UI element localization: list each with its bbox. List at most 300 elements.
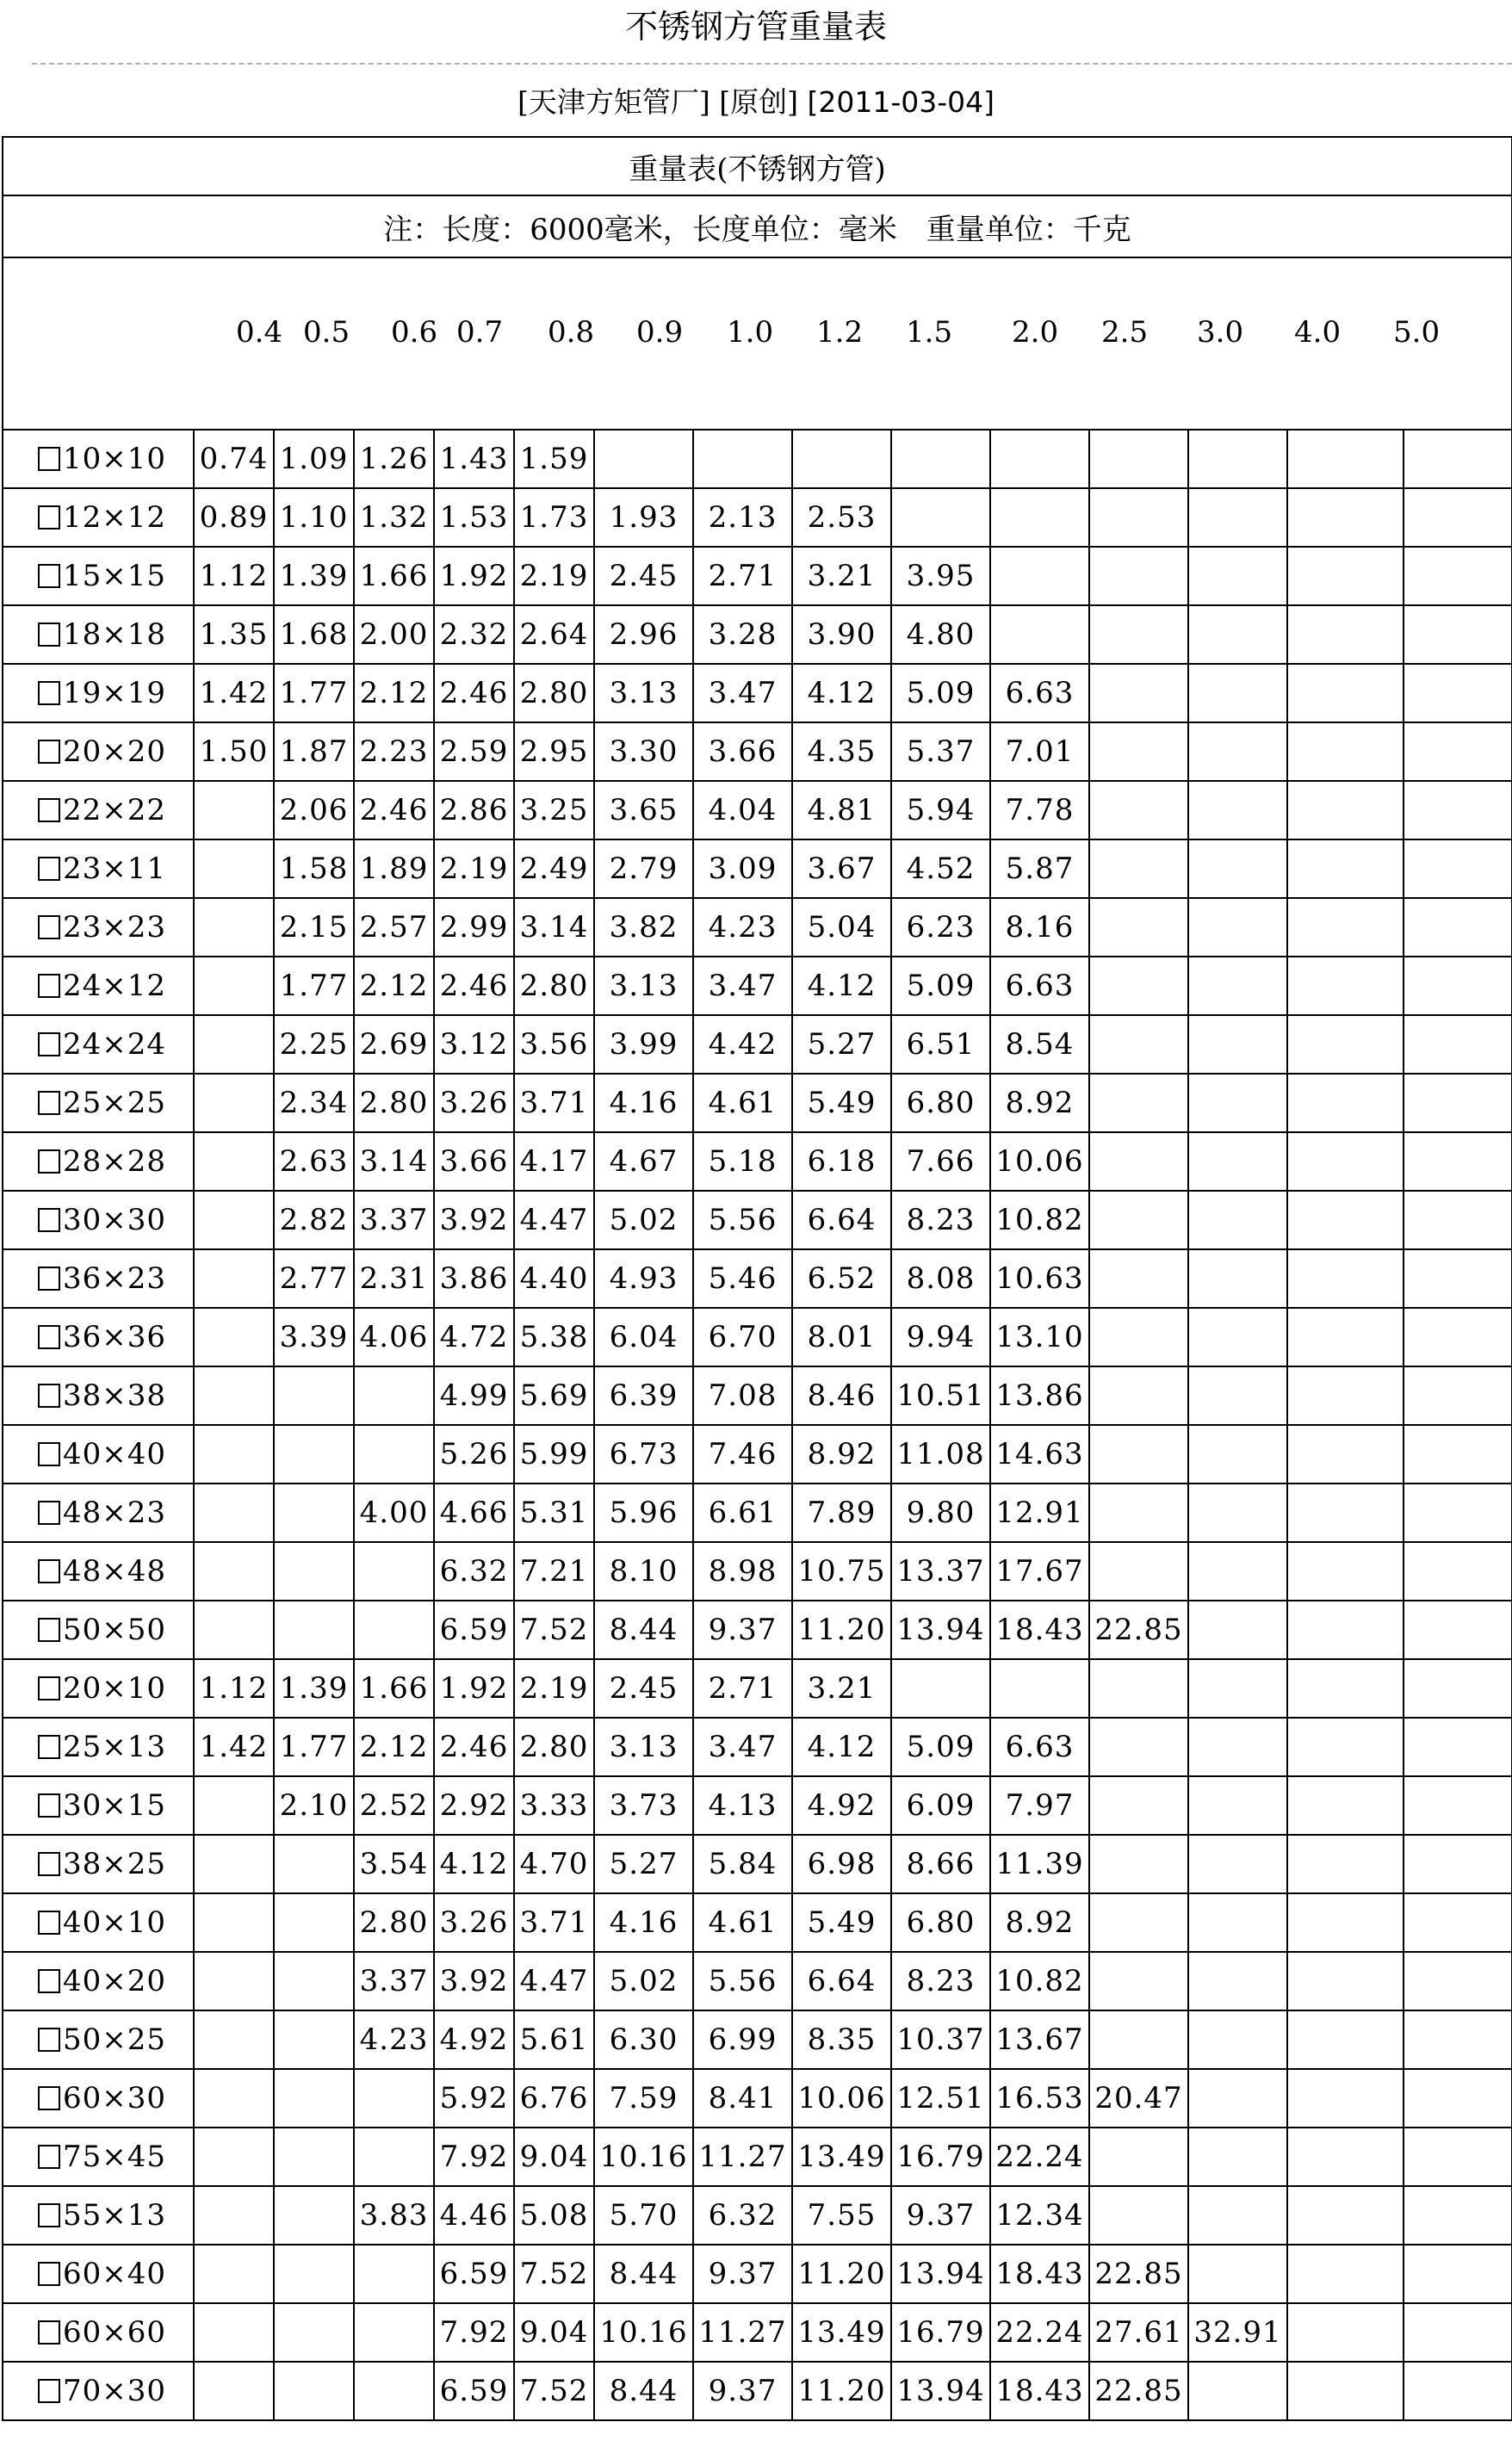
weight-cell: 10.75	[792, 1542, 891, 1601]
weight-cell	[1404, 1249, 1512, 1308]
square-tube-icon	[38, 2262, 60, 2286]
weight-cell: 1.66	[354, 547, 434, 605]
weight-cell	[1188, 1132, 1287, 1191]
weight-cell	[194, 1191, 274, 1249]
weight-cell: 6.59	[434, 2362, 514, 2420]
weight-cell: 9.04	[514, 2128, 594, 2186]
page-title: 不锈钢方管重量表	[624, 8, 887, 46]
weight-cell	[1404, 1718, 1512, 1776]
weight-cell	[792, 430, 891, 488]
weight-cell	[1089, 957, 1188, 1015]
weight-cell: 5.70	[594, 2186, 693, 2245]
weight-cell: 2.19	[514, 1659, 594, 1718]
table-row	[3, 1659, 1512, 1718]
table-row	[3, 1132, 1512, 1191]
square-tube-icon	[38, 1969, 60, 1993]
square-tube-icon	[38, 1267, 60, 1291]
weight-cell	[194, 898, 274, 957]
table-row	[3, 2128, 1512, 2186]
size-label: 18×18	[63, 617, 167, 652]
weight-cell: 17.67	[990, 1542, 1089, 1601]
weight-cell: 4.13	[693, 1776, 792, 1835]
weight-cell	[274, 2069, 354, 2128]
weight-cell	[1089, 547, 1188, 605]
weight-cell	[1188, 605, 1287, 664]
weight-cell: 3.14	[354, 1132, 434, 1191]
weight-cell: 8.44	[594, 2362, 693, 2420]
weight-cell	[194, 1835, 274, 1893]
weight-cell	[354, 2128, 434, 2186]
weight-cell: 8.16	[990, 898, 1089, 957]
weight-cell	[1188, 1952, 1287, 2010]
weight-cell: 4.35	[792, 722, 891, 781]
weight-cell	[1188, 2245, 1287, 2303]
weight-cell	[1404, 898, 1512, 957]
weight-cell: 5.49	[792, 1893, 891, 1952]
weight-cell: 13.94	[891, 2362, 990, 2420]
size-label: 50×25	[63, 2022, 167, 2057]
weight-cell	[274, 2010, 354, 2069]
weight-cell: 2.77	[274, 1249, 354, 1308]
weight-cell	[1188, 722, 1287, 781]
weight-cell: 3.13	[594, 957, 693, 1015]
weight-cell	[1089, 1191, 1188, 1249]
weight-cell	[1287, 1776, 1404, 1835]
weight-cell	[1188, 1659, 1287, 1718]
weight-cell: 5.27	[792, 1015, 891, 1074]
weight-cell: 7.52	[514, 1601, 594, 1659]
square-tube-icon	[38, 2028, 60, 2052]
weight-cell	[1188, 1308, 1287, 1366]
weight-cell: 3.92	[434, 1952, 514, 2010]
weight-cell: 9.37	[693, 1601, 792, 1659]
thickness-label: 1.0	[727, 315, 774, 350]
weight-cell: 5.84	[693, 1835, 792, 1893]
weight-cell: 3.39	[274, 1308, 354, 1366]
weight-cell: 3.95	[891, 547, 990, 605]
weight-cell	[194, 1015, 274, 1074]
weight-cell	[1404, 1835, 1512, 1893]
weight-cell: 1.92	[434, 547, 514, 605]
weight-cell: 2.46	[434, 957, 514, 1015]
weight-cell	[1287, 2245, 1404, 2303]
weight-cell	[1188, 1191, 1287, 1249]
weight-cell	[1287, 1366, 1404, 1425]
weight-cell: 8.35	[792, 2010, 891, 2069]
weight-cell: 1.42	[194, 664, 274, 722]
weight-cell: 4.72	[434, 1308, 514, 1366]
weight-cell: 5.87	[990, 839, 1089, 898]
weight-cell: 2.52	[354, 1776, 434, 1835]
weight-cell: 6.23	[891, 898, 990, 957]
weight-cell: 7.46	[693, 1425, 792, 1484]
weight-cell: 4.47	[514, 1191, 594, 1249]
weight-cell	[1404, 2362, 1512, 2420]
square-tube-icon	[38, 857, 60, 881]
weight-cell	[990, 1659, 1089, 1718]
weight-cell	[194, 1308, 274, 1366]
weight-cell: 2.80	[514, 957, 594, 1015]
weight-cell: 18.43	[990, 2362, 1089, 2420]
square-tube-icon	[38, 1501, 60, 1525]
weight-cell: 1.39	[274, 1659, 354, 1718]
size-cell	[3, 1718, 194, 1776]
weight-cell: 4.16	[594, 1074, 693, 1132]
weight-cell: 2.45	[594, 547, 693, 605]
size-cell	[3, 781, 194, 839]
weight-cell: 8.23	[891, 1191, 990, 1249]
thickness-label: 1.5	[906, 315, 953, 350]
thickness-label: 5.0	[1393, 315, 1441, 350]
table-row	[3, 781, 1512, 839]
square-tube-icon	[38, 740, 60, 764]
size-label: 36×36	[63, 1320, 167, 1354]
weight-cell: 2.82	[274, 1191, 354, 1249]
table-row	[3, 1249, 1512, 1308]
weight-cell: 1.35	[194, 605, 274, 664]
weight-cell: 6.73	[594, 1425, 693, 1484]
square-tube-icon	[38, 1852, 60, 1876]
weight-cell: 6.99	[693, 2010, 792, 2069]
size-label: 38×38	[63, 1378, 167, 1413]
weight-cell: 5.38	[514, 1308, 594, 1366]
size-label: 20×20	[63, 734, 167, 769]
weight-cell	[274, 1952, 354, 2010]
weight-cell: 2.53	[792, 488, 891, 547]
weight-cell: 4.61	[693, 1074, 792, 1132]
weight-cell: 9.37	[693, 2245, 792, 2303]
weight-cell: 5.02	[594, 1191, 693, 1249]
weight-cell	[354, 2362, 434, 2420]
article-meta	[0, 81, 1512, 124]
weight-cell: 5.02	[594, 1952, 693, 2010]
size-label: 30×30	[63, 1203, 167, 1237]
weight-cell: 2.80	[514, 1718, 594, 1776]
weight-cell	[274, 2362, 354, 2420]
weight-cell: 3.56	[514, 1015, 594, 1074]
weight-cell: 2.46	[434, 664, 514, 722]
weight-cell	[1089, 1659, 1188, 1718]
weight-cell	[1089, 722, 1188, 781]
weight-cell	[1089, 2010, 1188, 2069]
weight-cell	[1404, 1191, 1512, 1249]
weight-cell	[1404, 957, 1512, 1015]
weight-cell: 5.37	[891, 722, 990, 781]
weight-cell: 3.37	[354, 1952, 434, 2010]
weight-cell: 3.73	[594, 1776, 693, 1835]
size-cell	[3, 547, 194, 605]
size-label: 48×23	[63, 1496, 167, 1530]
thickness-label: 2.0	[1012, 315, 1059, 350]
size-cell	[3, 2245, 194, 2303]
weight-cell: 13.49	[792, 2128, 891, 2186]
weight-cell: 4.61	[693, 1893, 792, 1952]
weight-cell	[1404, 1132, 1512, 1191]
weight-cell: 2.95	[514, 722, 594, 781]
weight-cell: 1.73	[514, 488, 594, 547]
weight-cell: 4.46	[434, 2186, 514, 2245]
size-cell	[3, 1191, 194, 1249]
weight-cell	[274, 2186, 354, 2245]
table-row	[3, 547, 1512, 605]
weight-cell: 5.92	[434, 2069, 514, 2128]
weight-cell	[1287, 605, 1404, 664]
weight-cell: 8.44	[594, 1601, 693, 1659]
weight-cell: 13.86	[990, 1366, 1089, 1425]
table-row	[3, 2010, 1512, 2069]
weight-cell: 4.93	[594, 1249, 693, 1308]
weight-cell	[1287, 781, 1404, 839]
weight-cell	[194, 839, 274, 898]
weight-cell	[194, 1484, 274, 1542]
size-cell	[3, 1484, 194, 1542]
weight-cell	[1404, 1893, 1512, 1952]
weight-cell: 11.20	[792, 1601, 891, 1659]
weight-cell: 2.45	[594, 1659, 693, 1718]
weight-cell	[194, 1542, 274, 1601]
weight-cell: 2.71	[693, 1659, 792, 1718]
weight-cell	[1404, 1776, 1512, 1835]
weight-cell: 13.94	[891, 2245, 990, 2303]
weight-cell: 2.25	[274, 1015, 354, 1074]
weight-cell	[1404, 722, 1512, 781]
weight-cell	[1404, 2128, 1512, 2186]
weight-cell: 4.81	[792, 781, 891, 839]
weight-cell: 22.24	[990, 2303, 1089, 2362]
weight-cell	[194, 1366, 274, 1425]
weight-cell: 22.85	[1089, 1601, 1188, 1659]
weight-cell: 10.51	[891, 1366, 990, 1425]
weight-cell: 1.12	[194, 547, 274, 605]
weight-cell	[1287, 1542, 1404, 1601]
weight-cell	[1404, 2069, 1512, 2128]
weight-cell: 12.34	[990, 2186, 1089, 2245]
weight-cell: 1.53	[434, 488, 514, 547]
weight-cell	[1188, 1542, 1287, 1601]
weight-cell: 3.92	[434, 1191, 514, 1249]
weight-cell: 8.92	[990, 1893, 1089, 1952]
weight-cell: 2.69	[354, 1015, 434, 1074]
weight-cell: 7.55	[792, 2186, 891, 2245]
weight-cell: 7.08	[693, 1366, 792, 1425]
weight-cell: 6.63	[990, 664, 1089, 722]
weight-cell	[354, 2245, 434, 2303]
square-tube-icon	[38, 1208, 60, 1232]
size-label: 12×12	[63, 500, 167, 535]
weight-cell	[274, 1835, 354, 1893]
weight-cell: 12.91	[990, 1484, 1089, 1542]
weight-cell	[1404, 664, 1512, 722]
weight-cell: 1.77	[274, 957, 354, 1015]
weight-cell: 4.52	[891, 839, 990, 898]
weight-cell: 2.99	[434, 898, 514, 957]
table-row	[3, 1601, 1512, 1659]
thickness-label: 0.4	[236, 315, 283, 350]
size-label: 10×10	[63, 442, 167, 476]
weight-cell	[1404, 1425, 1512, 1484]
weight-cell	[1404, 1015, 1512, 1074]
size-label: 23×11	[63, 852, 167, 886]
square-tube-icon	[38, 1091, 60, 1115]
weight-cell: 1.32	[354, 488, 434, 547]
weight-cell: 3.90	[792, 605, 891, 664]
weight-cell: 16.79	[891, 2128, 990, 2186]
weight-cell: 2.32	[434, 605, 514, 664]
size-label: 40×10	[63, 1905, 167, 1940]
weight-cell	[1188, 957, 1287, 1015]
weight-cell: 6.32	[434, 1542, 514, 1601]
weight-cell	[1089, 1366, 1188, 1425]
weight-cell	[354, 1425, 434, 1484]
size-cell	[3, 2069, 194, 2128]
weight-cell: 5.94	[891, 781, 990, 839]
weight-cell: 11.20	[792, 2245, 891, 2303]
weight-cell: 4.12	[434, 1835, 514, 1893]
weight-cell	[1188, 1601, 1287, 1659]
size-label: 25×13	[63, 1730, 167, 1764]
weight-cell	[1188, 2362, 1287, 2420]
weight-cell: 6.64	[792, 1191, 891, 1249]
size-label: 30×15	[63, 1788, 167, 1823]
table-row	[3, 1015, 1512, 1074]
weight-cell	[1188, 2010, 1287, 2069]
table-row	[3, 1074, 1512, 1132]
size-label: 19×19	[63, 676, 167, 710]
thickness-label: 0.8	[548, 315, 595, 350]
weight-cell	[1188, 2186, 1287, 2245]
weight-cell: 13.67	[990, 2010, 1089, 2069]
weight-cell: 7.52	[514, 2362, 594, 2420]
weight-cell: 3.28	[693, 605, 792, 664]
weight-cell: 2.12	[354, 1718, 434, 1776]
weight-cell	[1287, 2303, 1404, 2362]
weight-cell: 1.50	[194, 722, 274, 781]
weight-cell: 2.46	[434, 1718, 514, 1776]
weight-cell: 6.30	[594, 2010, 693, 2069]
weight-cell: 1.93	[594, 488, 693, 547]
weight-cell	[194, 781, 274, 839]
size-label: 24×12	[63, 969, 167, 1003]
weight-cell	[990, 430, 1089, 488]
weight-cell: 8.54	[990, 1015, 1089, 1074]
weight-cell: 10.37	[891, 2010, 990, 2069]
weight-cell: 1.89	[354, 839, 434, 898]
weight-cell	[1089, 1835, 1188, 1893]
source-link[interactable]: [天津方矩管厂]	[517, 85, 710, 119]
weight-cell: 10.16	[594, 2128, 693, 2186]
weight-cell: 12.51	[891, 2069, 990, 2128]
weight-cell: 3.09	[693, 839, 792, 898]
weight-cell: 20.47	[1089, 2069, 1188, 2128]
weight-cell: 6.98	[792, 1835, 891, 1893]
weight-cell: 6.64	[792, 1952, 891, 2010]
weight-cell	[1287, 1249, 1404, 1308]
weight-cell	[1287, 1601, 1404, 1659]
weight-cell	[274, 1601, 354, 1659]
weight-cell: 4.00	[354, 1484, 434, 1542]
weight-cell: 9.94	[891, 1308, 990, 1366]
weight-cell	[1188, 488, 1287, 547]
weight-cell: 5.27	[594, 1835, 693, 1893]
weight-cell	[1089, 781, 1188, 839]
weight-cell: 3.66	[434, 1132, 514, 1191]
square-tube-icon	[38, 1676, 60, 1700]
weight-cell	[354, 1542, 434, 1601]
weight-cell	[1089, 1893, 1188, 1952]
weight-cell	[1287, 957, 1404, 1015]
weight-cell: 3.83	[354, 2186, 434, 2245]
weight-cell: 2.64	[514, 605, 594, 664]
weight-cell	[194, 1952, 274, 2010]
weight-cell: 6.76	[514, 2069, 594, 2128]
size-label: 60×30	[63, 2081, 167, 2115]
weight-cell: 1.12	[194, 1659, 274, 1718]
square-tube-icon	[38, 1559, 60, 1583]
weight-cell	[274, 1484, 354, 1542]
table-caption: 重量表(不锈钢方管)	[3, 137, 1512, 195]
size-cell	[3, 722, 194, 781]
weight-cell	[1404, 2303, 1512, 2362]
weight-cell: 1.10	[274, 488, 354, 547]
weight-cell	[1089, 605, 1188, 664]
square-tube-icon	[38, 2320, 60, 2345]
size-label: 24×24	[63, 1027, 167, 1062]
weight-cell: 22.24	[990, 2128, 1089, 2186]
size-label: 22×22	[63, 793, 167, 827]
weight-cell: 8.10	[594, 1542, 693, 1601]
weight-cell: 11.27	[693, 2128, 792, 2186]
article-type: [原创]	[719, 85, 798, 119]
weight-cell: 1.09	[274, 430, 354, 488]
weight-cell	[1089, 1132, 1188, 1191]
size-cell	[3, 2186, 194, 2245]
weight-cell	[194, 1132, 274, 1191]
size-label: 75×45	[63, 2140, 167, 2174]
weight-cell	[1287, 2362, 1404, 2420]
weight-cell	[1089, 1249, 1188, 1308]
weight-cell: 3.66	[693, 722, 792, 781]
weight-cell: 10.82	[990, 1191, 1089, 1249]
weight-cell: 5.09	[891, 1718, 990, 1776]
size-label: 23×23	[63, 910, 167, 945]
size-cell	[3, 1835, 194, 1893]
weight-cell: 8.23	[891, 1952, 990, 2010]
size-cell	[3, 2362, 194, 2420]
weight-cell	[693, 430, 792, 488]
weight-cell	[1404, 781, 1512, 839]
weight-cell	[1089, 1425, 1188, 1484]
weight-cell: 2.63	[274, 1132, 354, 1191]
size-cell	[3, 1952, 194, 2010]
weight-cell: 3.13	[594, 1718, 693, 1776]
weight-cell	[274, 2303, 354, 2362]
square-tube-icon	[38, 2203, 60, 2227]
table-row	[3, 1308, 1512, 1366]
weight-cell: 9.37	[693, 2362, 792, 2420]
weight-cell: 4.23	[693, 898, 792, 957]
weight-cell: 10.16	[594, 2303, 693, 2362]
weight-cell	[1089, 1776, 1188, 1835]
table-row	[3, 1952, 1512, 2010]
size-cell	[3, 2128, 194, 2186]
weight-cell	[194, 1249, 274, 1308]
size-cell	[3, 664, 194, 722]
weight-cell: 2.80	[514, 664, 594, 722]
weight-cell: 6.51	[891, 1015, 990, 1074]
weight-cell: 5.26	[434, 1425, 514, 1484]
weight-cell: 6.61	[693, 1484, 792, 1542]
weight-cell: 4.12	[792, 957, 891, 1015]
